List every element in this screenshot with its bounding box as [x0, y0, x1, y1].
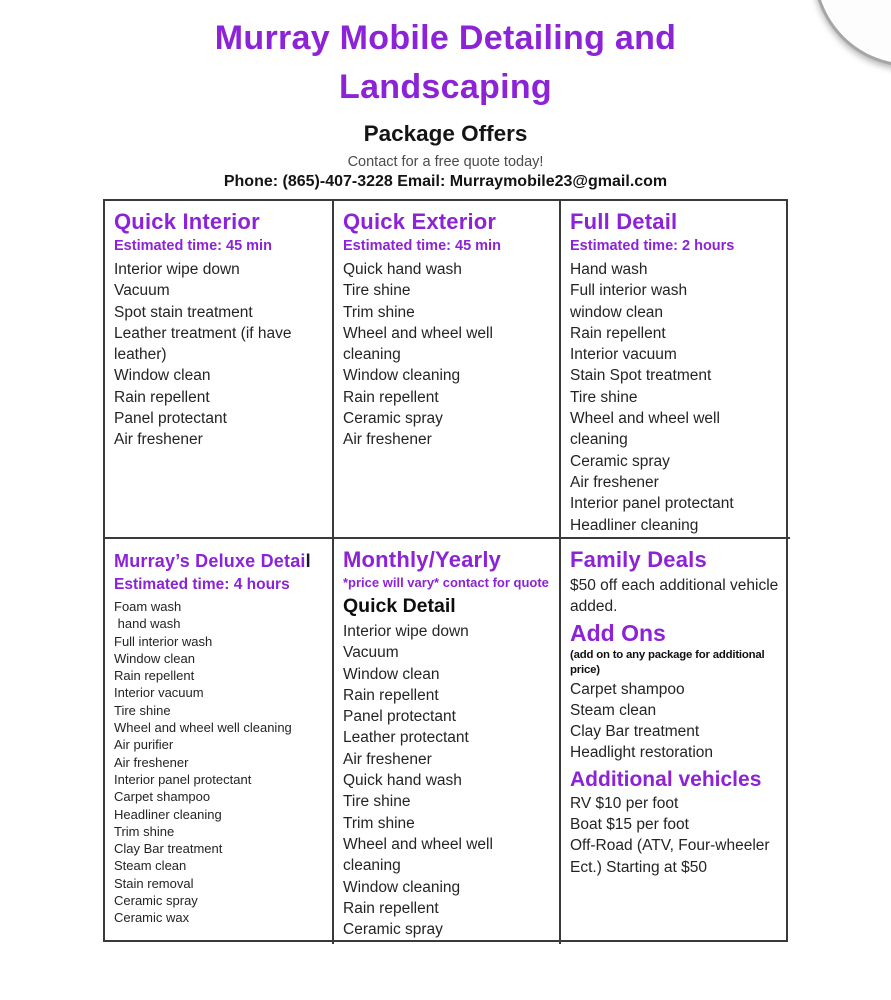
quick-detail-subheading: Quick Detail	[343, 595, 456, 617]
list-item: Headlight restoration	[570, 744, 714, 762]
package-family-deals	[561, 539, 790, 944]
package-title: Family Deals	[570, 547, 707, 572]
list-item: Panel protectant	[343, 708, 456, 726]
package-title: Monthly/Yearly	[343, 547, 502, 572]
package-title: Quick Interior	[114, 209, 260, 234]
list-item: Tire shine	[570, 388, 638, 406]
list-item: Rain repellent	[343, 388, 439, 406]
list-item: Window clean	[343, 665, 440, 683]
list-item: Headliner cleaning	[570, 516, 699, 534]
list-item: Wheel and wheel well cleaning	[570, 410, 725, 449]
list-item: Trim shine	[343, 303, 415, 321]
list-item: Interior panel protectant	[570, 495, 734, 513]
package-item-list	[570, 259, 781, 536]
list-item: Interior wipe down	[114, 261, 240, 278]
list-item: window clean	[570, 303, 664, 321]
list-item: Quick hand wash	[343, 772, 462, 790]
quote-tagline: Contact for a free quote today!	[347, 154, 544, 170]
add-ons-title: Add Ons	[570, 619, 666, 646]
list-item: Tire shine	[343, 282, 411, 300]
list-item: Air freshener	[114, 754, 189, 770]
list-item: Rain repellent	[343, 686, 439, 704]
package-title	[114, 550, 323, 573]
list-item: Steam clean	[570, 701, 657, 719]
package-monthly-yearly	[334, 539, 561, 944]
list-item: Boat $15 per foot	[570, 816, 689, 834]
package-deluxe-detail	[105, 539, 334, 944]
list-item: Trim shine	[114, 823, 175, 839]
list-item: Ceramic spray	[343, 410, 443, 428]
package-item-list	[114, 259, 323, 451]
list-item: Foam wash	[114, 599, 182, 614]
estimated-time: Estimated time: 45 min	[114, 238, 272, 254]
package-full-detail	[561, 201, 790, 539]
list-item: Leather treatment (if have leather)	[114, 324, 296, 364]
estimated-time: Estimated time: 4 hours	[114, 576, 290, 593]
contact-info: Phone: (865)-407-3228 Email: Murraymobile23@gmail.com	[223, 173, 668, 190]
list-item: Interior vacuum	[114, 685, 204, 701]
package-title-tail: l	[305, 551, 311, 571]
package-quick-exterior	[334, 201, 561, 539]
list-item: Wheel and wheel well cleaning	[343, 324, 498, 364]
list-item: Ceramic spray	[114, 893, 198, 909]
list-item: Full interior wash	[114, 633, 213, 649]
list-item: Hand wash	[570, 261, 648, 278]
list-item: Interior wipe down	[343, 623, 469, 640]
add-ons-note: (add on to any package for additional price)	[570, 648, 765, 676]
list-item: Vacuum	[114, 282, 170, 300]
list-item: Wheel and wheel well cleaning	[114, 720, 292, 736]
list-item: Carpet shampoo	[114, 789, 211, 805]
list-item: Tire shine	[114, 702, 171, 718]
additional-vehicles-title: Additional vehicles	[570, 767, 762, 791]
list-item: Tire shine	[343, 793, 411, 811]
flyer-header	[0, 14, 891, 191]
list-item: Clay Bar treatment	[570, 723, 700, 741]
list-item: Full interior wash	[570, 282, 688, 300]
list-item: Window clean	[114, 367, 211, 385]
page-title-line1: Murray Mobile Detailing and	[214, 19, 677, 57]
list-item: Air purifier	[114, 737, 174, 753]
package-item-list	[343, 621, 550, 940]
list-item: Panel protectant	[114, 410, 227, 428]
estimated-time: Estimated time: 2 hours	[570, 238, 735, 254]
list-item: Stain removal	[114, 875, 194, 891]
package-title-main: Murray’s Deluxe Detai	[114, 551, 306, 571]
list-item: Leather protectant	[343, 729, 469, 747]
list-item: hand wash	[114, 616, 181, 632]
estimated-time: Estimated time: 45 min	[343, 238, 501, 254]
list-item: Interior panel protectant	[114, 771, 252, 787]
list-item: Rain repellent	[114, 388, 210, 406]
package-quick-interior	[105, 201, 334, 539]
list-item: Ceramic spray	[343, 921, 443, 939]
list-item: Rain repellent	[570, 324, 666, 342]
list-item: Off-Road (ATV, Four-wheeler Ect.) Starting at $50	[570, 837, 774, 876]
list-item: Headliner cleaning	[114, 806, 222, 822]
list-item: Stain Spot treatment	[570, 367, 712, 385]
list-item: Quick hand wash	[343, 261, 462, 278]
list-item: Vacuum	[343, 644, 399, 662]
list-item: Spot stain treatment	[114, 303, 253, 321]
list-item: Trim shine	[343, 814, 415, 832]
list-item: Steam clean	[114, 858, 187, 874]
list-item: Air freshener	[114, 431, 203, 449]
page-title	[0, 14, 891, 112]
package-table	[103, 199, 788, 942]
list-item: Rain repellent	[343, 899, 439, 917]
list-item: Clay Bar treatment	[114, 841, 223, 857]
list-item: RV $10 per foot	[570, 794, 679, 812]
list-item: Air freshener	[343, 431, 432, 449]
additional-vehicles-item-list	[570, 793, 781, 878]
list-item: Air freshener	[570, 473, 659, 491]
list-item: Window cleaning	[343, 878, 461, 896]
list-item: Wheel and wheel well cleaning	[343, 835, 498, 875]
list-item: Interior vacuum	[570, 346, 677, 364]
list-item: Carpet shampoo	[570, 680, 685, 698]
section-subtitle: Package Offers	[363, 121, 528, 146]
list-item: Ceramic wax	[114, 910, 190, 926]
family-deals-body: $50 off each additional vehicle added.	[570, 577, 779, 616]
list-item: Air freshener	[343, 750, 432, 768]
list-item: Window clean	[114, 650, 195, 666]
list-item: Window cleaning	[343, 367, 461, 385]
price-note: *price will vary* contact for quote	[343, 575, 549, 590]
package-title: Full Detail	[570, 209, 678, 234]
list-item: Ceramic spray	[570, 452, 670, 470]
list-item: Rain repellent	[114, 668, 195, 684]
add-ons-item-list	[570, 679, 781, 764]
page-title-line2: Landscaping	[339, 68, 552, 106]
package-item-list	[114, 598, 323, 927]
package-item-list	[343, 259, 550, 451]
package-title: Quick Exterior	[343, 209, 497, 234]
